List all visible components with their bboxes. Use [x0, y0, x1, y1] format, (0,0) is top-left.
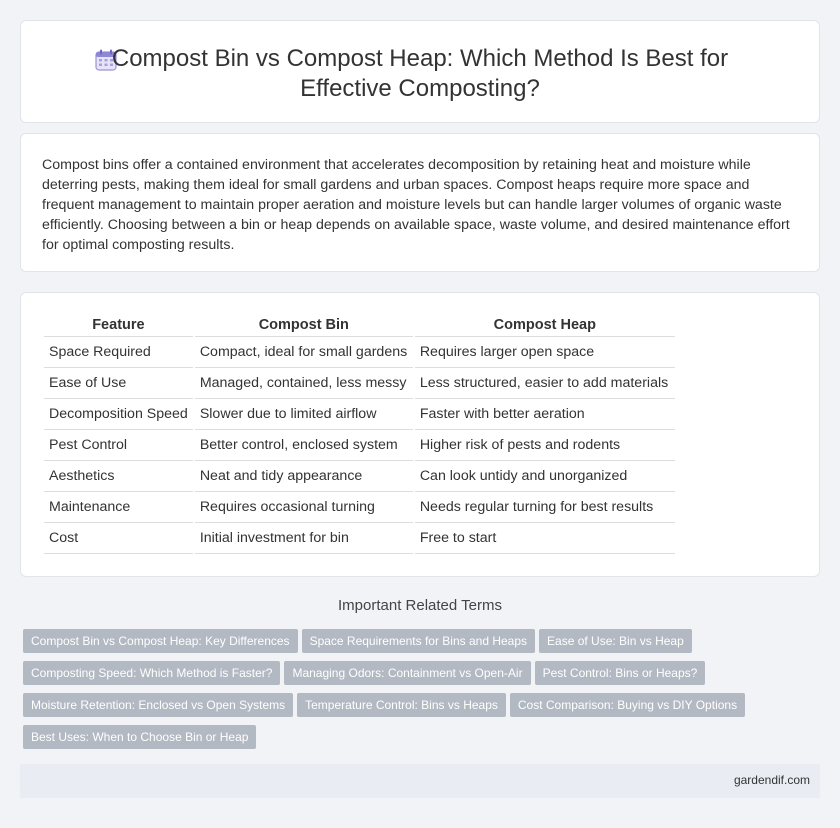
table-cell: Aesthetics — [44, 461, 193, 492]
summary-card — [20, 133, 820, 272]
related-term-tag[interactable]: Best Uses: When to Choose Bin or Heap — [23, 725, 256, 749]
table-row — [44, 492, 675, 523]
header-card — [20, 20, 820, 123]
table-row — [44, 461, 675, 492]
table-cell: Higher risk of pests and rodents — [415, 430, 675, 461]
table-cell: Pest Control — [44, 430, 193, 461]
related-term-tag[interactable]: Cost Comparison: Buying vs DIY Options — [510, 693, 745, 717]
table-row — [44, 399, 675, 430]
table-cell: Initial investment for bin — [195, 523, 413, 554]
table-row — [44, 523, 675, 554]
table-cell: Slower due to limited airflow — [195, 399, 413, 430]
table-cell: Managed, contained, less messy — [195, 368, 413, 399]
table-row — [44, 337, 675, 368]
table-cell: Maintenance — [44, 492, 193, 523]
table-cell: Better control, enclosed system — [195, 430, 413, 461]
summary-text: Compost bins offer a contained environment that accelerates decomposition by retaining heat and moisture while deterring pests, making them ideal for small gardens and urban spaces. Compost heaps require more space and frequent management to maintain proper aeration and moisture levels but can handle larger volumes of organic waste efficiently. Choosing between a bin or heap depends on available space, waste volume, and desired maintenance effort for optimal composting results. — [42, 157, 790, 253]
table-cell: Compact, ideal for small gardens — [195, 337, 413, 368]
table-cell: Free to start — [415, 523, 675, 554]
table-header-row — [44, 313, 675, 337]
table-cell: Faster with better aeration — [415, 399, 675, 430]
table-cell: Less structured, easier to add materials — [415, 368, 675, 399]
related-term-tag[interactable]: Space Requirements for Bins and Heaps — [302, 629, 535, 653]
related-terms-list — [23, 629, 813, 757]
table-cell: Neat and tidy appearance — [195, 461, 413, 492]
table-cell: Needs regular turning for best results — [415, 492, 675, 523]
column-header-compost-heap: Compost Heap — [415, 313, 675, 337]
related-term-tag[interactable]: Composting Speed: Which Method is Faster? — [23, 661, 280, 685]
table-cell: Decomposition Speed — [44, 399, 193, 430]
comparison-card — [20, 292, 820, 577]
related-term-tag[interactable]: Ease of Use: Bin vs Heap — [539, 629, 692, 653]
table-cell: Requires larger open space — [415, 337, 675, 368]
footer-site-link[interactable]: gardendif.com — [733, 773, 810, 787]
table-cell: Can look untidy and unorganized — [415, 461, 675, 492]
related-term-tag[interactable]: Pest Control: Bins or Heaps? — [535, 661, 706, 685]
page-title: Compost Bin vs Compost Heap: Which Method Is Best for Effective Composting? — [111, 45, 729, 102]
table-cell: Ease of Use — [44, 368, 193, 399]
table-row — [44, 368, 675, 399]
table-cell: Requires occasional turning — [195, 492, 413, 523]
table-cell: Space Required — [44, 337, 193, 368]
column-header-compost-bin: Compost Bin — [195, 313, 413, 337]
related-term-tag[interactable]: Managing Odors: Containment vs Open-Air — [284, 661, 530, 685]
column-header-feature: Feature — [44, 313, 193, 337]
table-row — [44, 430, 675, 461]
related-term-tag[interactable]: Temperature Control: Bins vs Heaps — [297, 693, 506, 717]
comparison-table — [42, 313, 677, 554]
related-term-tag[interactable]: Compost Bin vs Compost Heap: Key Differences — [23, 629, 298, 653]
footer — [20, 764, 820, 798]
related-term-tag[interactable]: Moisture Retention: Enclosed vs Open Systems — [23, 693, 293, 717]
table-cell: Cost — [44, 523, 193, 554]
related-terms-title: Important Related Terms — [338, 597, 502, 614]
